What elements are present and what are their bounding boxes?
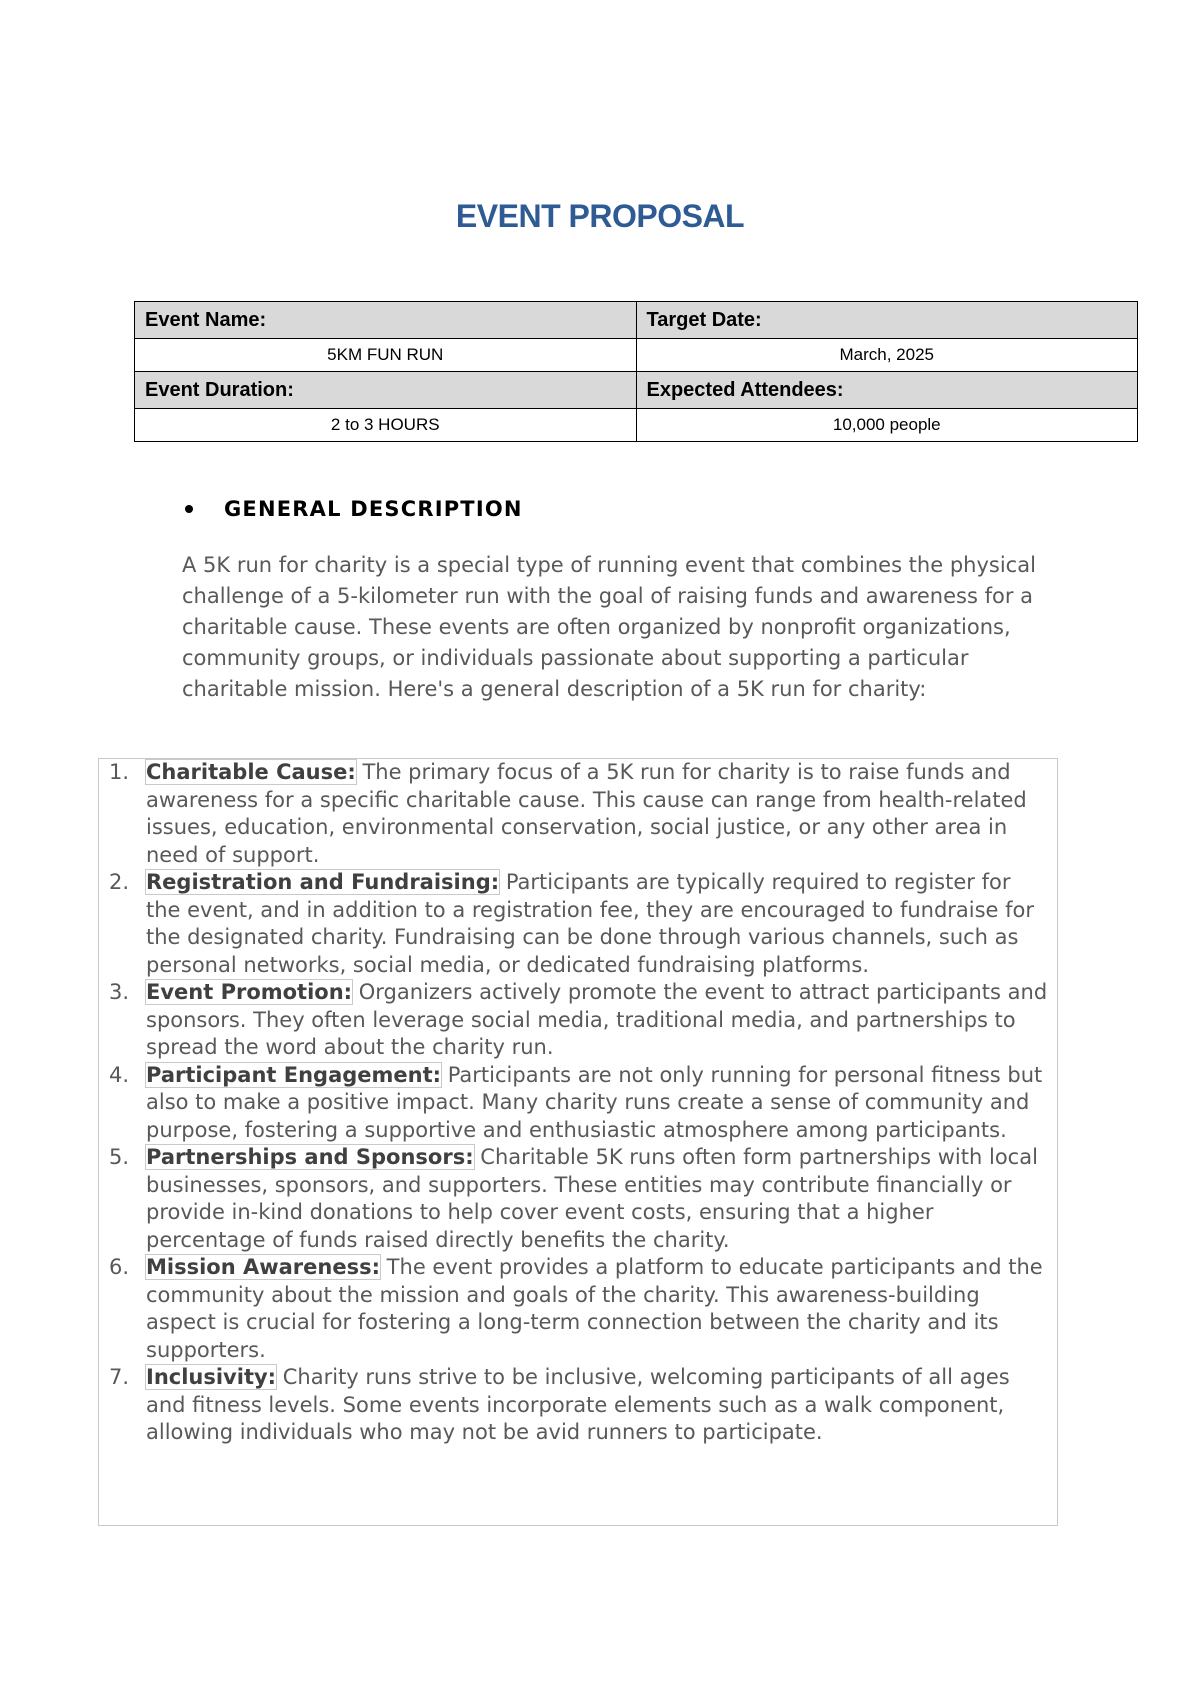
numbered-list: [99, 759, 1057, 1447]
list-item-title: Event Promotion:: [146, 980, 353, 1004]
list-item: [99, 759, 1057, 869]
list-item-title: Inclusivity:: [146, 1365, 277, 1389]
event-name-label: Event Name:: [135, 302, 637, 339]
list-item: [99, 979, 1057, 1062]
list-item-title: Partnerships and Sponsors:: [146, 1145, 474, 1169]
table-header-row: [135, 302, 1138, 339]
event-duration-value: 2 to 3 HOURS: [135, 409, 637, 442]
list-item: [99, 1364, 1057, 1447]
list-item-title: Participant Engagement:: [146, 1062, 442, 1087]
target-date-label: Target Date:: [636, 302, 1138, 339]
list-item-text: The primary focus of a 5K run for charity is to raise funds and awareness for a specific charitable cause. This cause can range from health-related issues, education, environmental conservation, social justice, or any other area in need of support.: [146, 760, 1027, 867]
list-item-text: Participants are not only running for personal fitness but also to make a positive impact. Many charity runs create a sense of community and purpose, fostering a supportive and enthusiastic atmosphere among participants.: [146, 1062, 1043, 1142]
list-item-number: 3.: [109, 980, 130, 1004]
list-item-title: Mission Awareness:: [146, 1255, 380, 1279]
list-item-number: 5.: [109, 1145, 130, 1169]
list-item: [99, 1144, 1057, 1254]
expected-attendees-value: 10,000 people: [636, 409, 1138, 442]
intro-paragraph: A 5K run for charity is a special type of running event that combines the physical challenge of a 5-kilometer run with the goal of raising funds and awareness for a charitable cause. These events are often organized by nonprofit organizations, community groups, or individuals passionate about supporting a particular charitable mission. Here's a general description of a 5K run for charity:: [182, 553, 1036, 701]
list-item-text: Charitable 5K runs often form partnerships with local businesses, sponsors, and supporters. These entities may contribute financially or provide in-kind donations to help cover event costs, ensuring that a higher percentage of funds raised directly benefits the charity.: [146, 1145, 1038, 1252]
list-item-title: Charitable Cause:: [146, 760, 356, 784]
event-duration-label: Event Duration:: [135, 372, 637, 409]
list-item: [99, 1062, 1057, 1145]
general-description-heading: [180, 497, 523, 521]
page-title: EVENT PROPOSAL: [455, 198, 745, 234]
table-value-row: [135, 339, 1138, 372]
table-header-row: [135, 372, 1138, 409]
list-item-number: 1.: [109, 760, 130, 784]
expected-attendees-label: Expected Attendees:: [636, 372, 1138, 409]
list-item-number: 6.: [109, 1255, 130, 1279]
numbered-list-box: [98, 758, 1058, 1526]
list-item-title: Registration and Fundraising:: [146, 870, 500, 894]
list-item: [99, 869, 1057, 979]
list-item-text: Charity runs strive to be inclusive, welcoming participants of all ages and fitness levels. Some events incorporate elements such as a walk component, allowing individuals who may not be avid runners to participate.: [146, 1365, 1010, 1444]
event-info-table: [134, 301, 1138, 442]
list-item-text: Participants are typically required to register for the event, and in addition to a registration fee, they are encouraged to fundraise for the designated charity. Fundraising can be done through various channels, such as personal networks, social media, or dedicated fundraising platforms.: [146, 870, 1035, 977]
list-item-number: 4.: [109, 1062, 130, 1087]
list-item-number: 7.: [109, 1365, 130, 1389]
bullet-icon: [185, 505, 193, 513]
target-date-value: March, 2025: [636, 339, 1138, 372]
list-item-text: The event provides a platform to educate participants and the community about the mission and goals of the charity. This awareness-building aspect is crucial for fostering a long-term connection between the charity and its supporters.: [146, 1255, 1043, 1362]
list-item-number: 2.: [109, 870, 130, 894]
section-heading-text: GENERAL DESCRIPTION: [224, 497, 523, 521]
list-item-text: Organizers actively promote the event to attract participants and sponsors. They often leverage social media, traditional media, and partnerships to spread the word about the charity run.: [146, 980, 1048, 1059]
event-name-value: 5KM FUN RUN: [135, 339, 637, 372]
table-value-row: [135, 409, 1138, 442]
list-item: [99, 1254, 1057, 1364]
